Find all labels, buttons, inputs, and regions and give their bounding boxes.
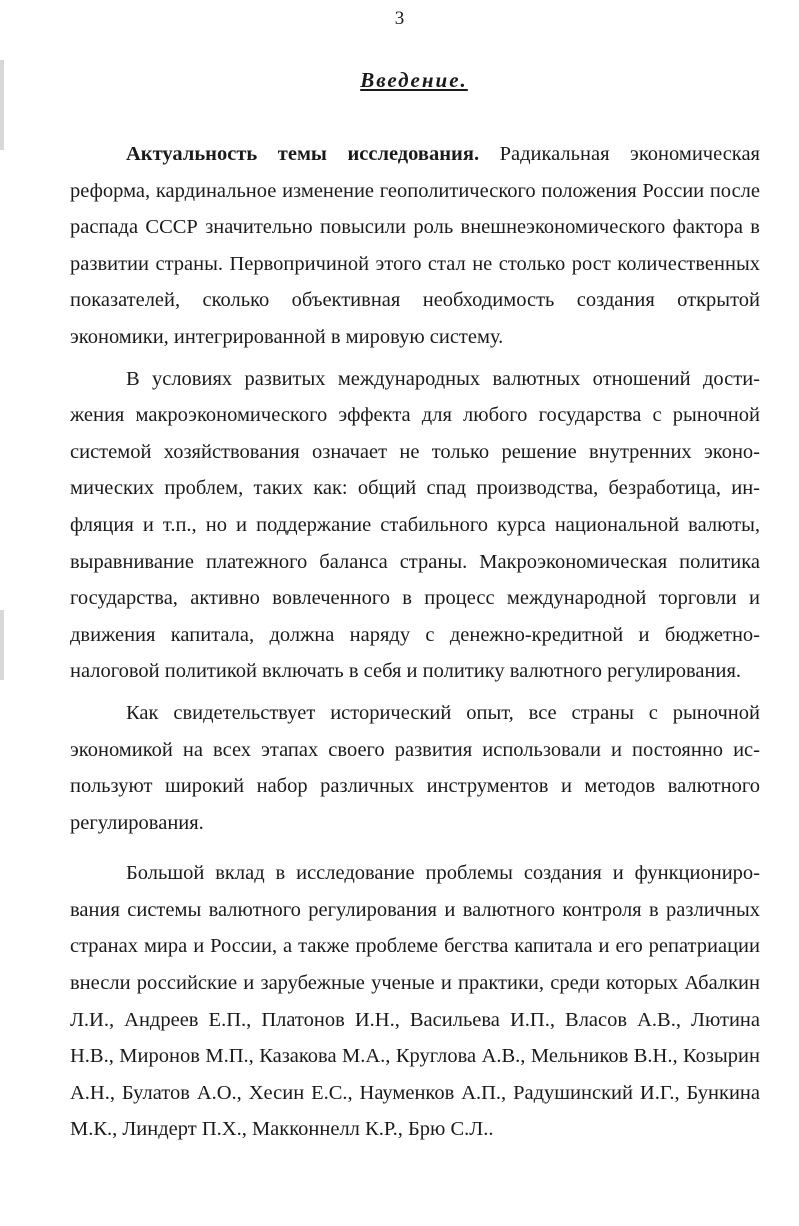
page-title: Введение.: [360, 68, 468, 92]
page-number: 3: [394, 8, 405, 29]
scan-edge-mark: [0, 610, 4, 680]
paragraph: В условиях развитых международных валютных отношений достижения макроэкономического эффекта для любого государства с рыночной системой хозяйствования означает не только решение внутренних экономических проблем, таких как: общий спад производства, безработица, инфляция и т.п., но и поддержание стабильного курса национальной валюты, выравнивание платежного баланса страны. Макроэкономическая политика государства, активно вовлеченного в процесс международной торговли и движения капитала, должна наряду с денежно-кредитной и бюджетно-налоговой политикой включать в себя и политику валютного регулирования.: [70, 367, 760, 683]
paragraph: Как свидетельствует исторический опыт, все страны с рыночной экономикой на всех этапах своего развития использовали и постоянно используют широкий набор различных инструментов и методов валютного регулирования.: [70, 701, 760, 834]
paragraph-lead: Актуальность темы исследования.: [126, 143, 480, 165]
paragraph: Большой вклад в исследование проблемы создания и функционирования системы валютного регулирования и валютного контроля в различных странах мира и России, а также проблеме бегства капитала и его репатриации внесли российские и зарубежные ученые и практики, среди которых Абалкин Л.И., Андреев Е.П., Платонов И.Н., Васильева И.П., Власов А.В., Лютина Н.В., Миронов М.П., Казакова М.А., Круглова А.В., Мельников В.Н., Козырин А.Н., Булатов А.О., Хесин Е.С., Науменков А.П., Радушинский И.Г., Бункина М.К., Линдерт П.Х., Макконнелл К.Р., Брю С.Л..: [70, 862, 760, 1141]
document-body: [70, 136, 760, 1162]
paragraph-text: Радикальная экономическая реформа, кардинальное изменение геополитического положения России после распада СССР значительно повысили роль внешнеэкономического фактора в развитии страны. Первопричиной этого стал не столько рост количественных показателей, сколько объективная необходимость создания открытой экономики, интегрированной в мировую систему.: [70, 143, 760, 348]
paragraph: [70, 136, 760, 356]
